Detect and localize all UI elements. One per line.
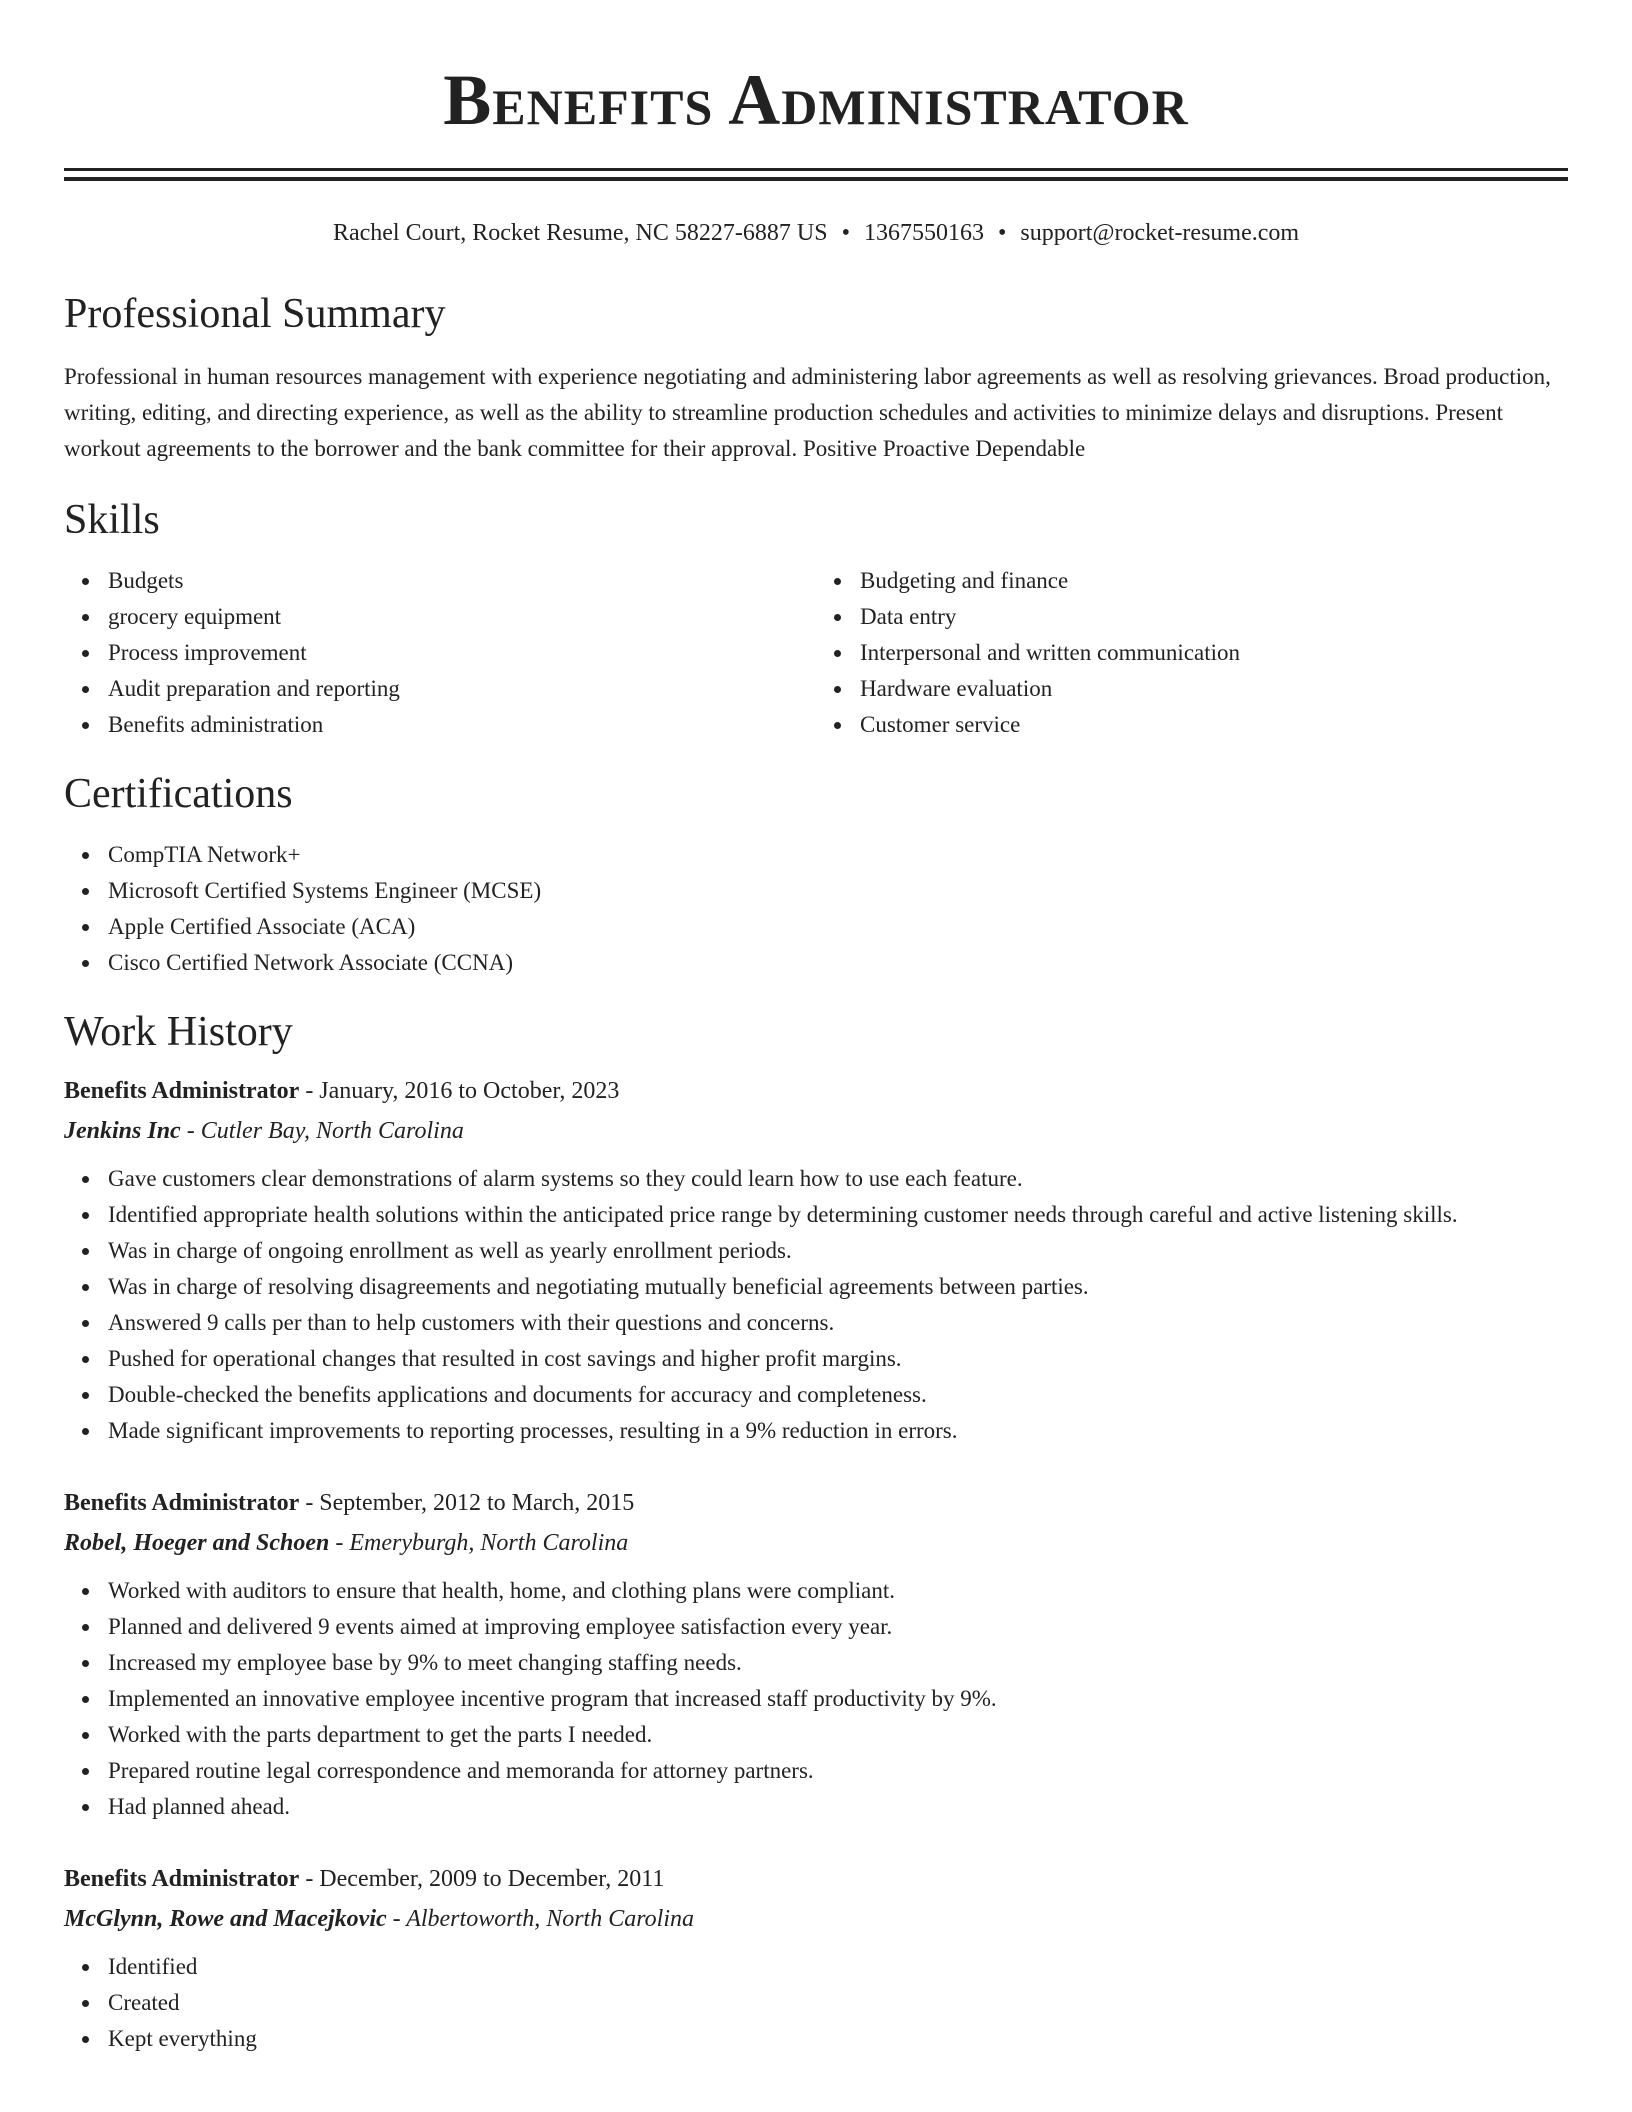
job-bullet: Double-checked the benefits applications and documents for accuracy and completeness.: [108, 1377, 1568, 1413]
skill-item: Hardware evaluation: [860, 671, 1568, 707]
job-title-line: [64, 1483, 1568, 1523]
skills-list-left: [64, 563, 816, 743]
job-company-line: [64, 1899, 1568, 1939]
job-bullet: Increased my employee base by 9% to meet changing staffing needs.: [108, 1645, 1568, 1681]
skill-item: Process improvement: [108, 635, 816, 671]
job-bullet: Made significant improvements to reporting processes, resulting in a 9% reduction in errors.: [108, 1413, 1568, 1449]
job-title: Benefits Administrator: [64, 1078, 300, 1104]
certification-item: Cisco Certified Network Associate (CCNA): [108, 945, 1568, 981]
header-rule-bottom: [64, 177, 1568, 181]
job-bullet: Prepared routine legal correspondence and memoranda for attorney partners.: [108, 1753, 1568, 1789]
certification-item: CompTIA Network+: [108, 837, 1568, 873]
resume-name: Benefits Administrator: [443, 60, 1189, 140]
job-bullet: Worked with the parts department to get the parts I needed.: [108, 1717, 1568, 1753]
skill-item: Budgeting and finance: [860, 563, 1568, 599]
job-bullet: Was in charge of ongoing enrollment as well as yearly enrollment periods.: [108, 1233, 1568, 1269]
contact-address: Rachel Court, Rocket Resume, NC 58227-6887 US: [332, 220, 828, 246]
skills-columns: [64, 563, 1568, 743]
skill-item: grocery equipment: [108, 599, 816, 635]
certification-item: Apple Certified Associate (ACA): [108, 909, 1568, 945]
summary-text: Professional in human resources management with experience negotiating and administering labor agreements as well as resolving grievances. Broad production, writing, editing, and directing experience, as well as the ability to streamline production schedules and activities to minimize delays and disruptions. Present workout agreements to the borrower and the bank committee for their approval. Positive Proactive Dependable: [64, 364, 1551, 461]
job-location: - Cutler Bay, North Carolina: [180, 1118, 464, 1144]
job-bullets: [64, 1161, 1568, 1449]
job-dates: - December, 2009 to December, 2011: [299, 1866, 665, 1892]
job-bullet: Kept everything: [108, 2021, 1568, 2057]
job-entry: [64, 1859, 1568, 2057]
job-title-line: [64, 1071, 1568, 1111]
contact-phone: 1367550163: [863, 220, 984, 246]
certification-item: Microsoft Certified Systems Engineer (MCSE): [108, 873, 1568, 909]
job-title: Benefits Administrator: [64, 1490, 300, 1516]
job-bullets: [64, 1573, 1568, 1825]
skill-item: Benefits administration: [108, 707, 816, 743]
job-location: - Albertoworth, North Carolina: [386, 1906, 695, 1932]
contact-separator: •: [997, 220, 1007, 246]
contact-separator: •: [841, 220, 850, 246]
job-bullet: Implemented an innovative employee incentive program that increased staff productivity by 9%.: [108, 1681, 1568, 1717]
summary-heading: Professional Summary: [64, 291, 446, 337]
skill-item: Customer service: [860, 707, 1568, 743]
job-bullet: Identified appropriate health solutions within the anticipated price range by determining customer needs through careful and active listening skills.: [108, 1197, 1568, 1233]
skills-heading: Skills: [64, 497, 160, 543]
job-title-line: [64, 1859, 1568, 1899]
job-dates: - September, 2012 to March, 2015: [299, 1490, 635, 1516]
job-title: Benefits Administrator: [64, 1866, 300, 1892]
skill-item: Audit preparation and reporting: [108, 671, 816, 707]
job-location: - Emeryburgh, North Carolina: [329, 1530, 629, 1556]
contact-email: support@rocket-resume.com: [1020, 220, 1300, 246]
job-bullet: Answered 9 calls per than to help customers with their questions and concerns.: [108, 1305, 1568, 1341]
skill-item: Budgets: [108, 563, 816, 599]
job-bullet: Gave customers clear demonstrations of alarm systems so they could learn how to use each feature.: [108, 1161, 1568, 1197]
job-bullet: Pushed for operational changes that resulted in cost savings and higher profit margins.: [108, 1341, 1568, 1377]
contact-line: [64, 217, 1568, 249]
job-entry: [64, 1071, 1568, 1449]
certifications-list: [64, 837, 1568, 981]
job-bullet: Was in charge of resolving disagreements and negotiating mutually beneficial agreements between parties.: [108, 1269, 1568, 1305]
job-company: Robel, Hoeger and Schoen: [64, 1530, 330, 1556]
job-bullet: Identified: [108, 1949, 1568, 1985]
skills-list-right: [816, 563, 1568, 743]
job-company-line: [64, 1523, 1568, 1563]
job-bullet: Worked with auditors to ensure that health, home, and clothing plans were compliant.: [108, 1573, 1568, 1609]
header-rule-top: [64, 168, 1568, 171]
skill-item: Data entry: [860, 599, 1568, 635]
job-entry: [64, 1483, 1568, 1825]
certifications-heading: Certifications: [64, 771, 293, 817]
job-company: McGlynn, Rowe and Macejkovic: [64, 1906, 387, 1932]
skill-item: Interpersonal and written communication: [860, 635, 1568, 671]
job-bullet: Had planned ahead.: [108, 1789, 1568, 1825]
job-bullets: [64, 1949, 1568, 2057]
job-company: Jenkins Inc: [64, 1118, 181, 1144]
job-bullet: Created: [108, 1985, 1568, 2021]
job-company-line: [64, 1111, 1568, 1151]
work-history-heading: Work History: [64, 1009, 293, 1055]
job-bullet: Planned and delivered 9 events aimed at improving employee satisfaction every year.: [108, 1609, 1568, 1645]
job-dates: - January, 2016 to October, 2023: [299, 1078, 620, 1104]
